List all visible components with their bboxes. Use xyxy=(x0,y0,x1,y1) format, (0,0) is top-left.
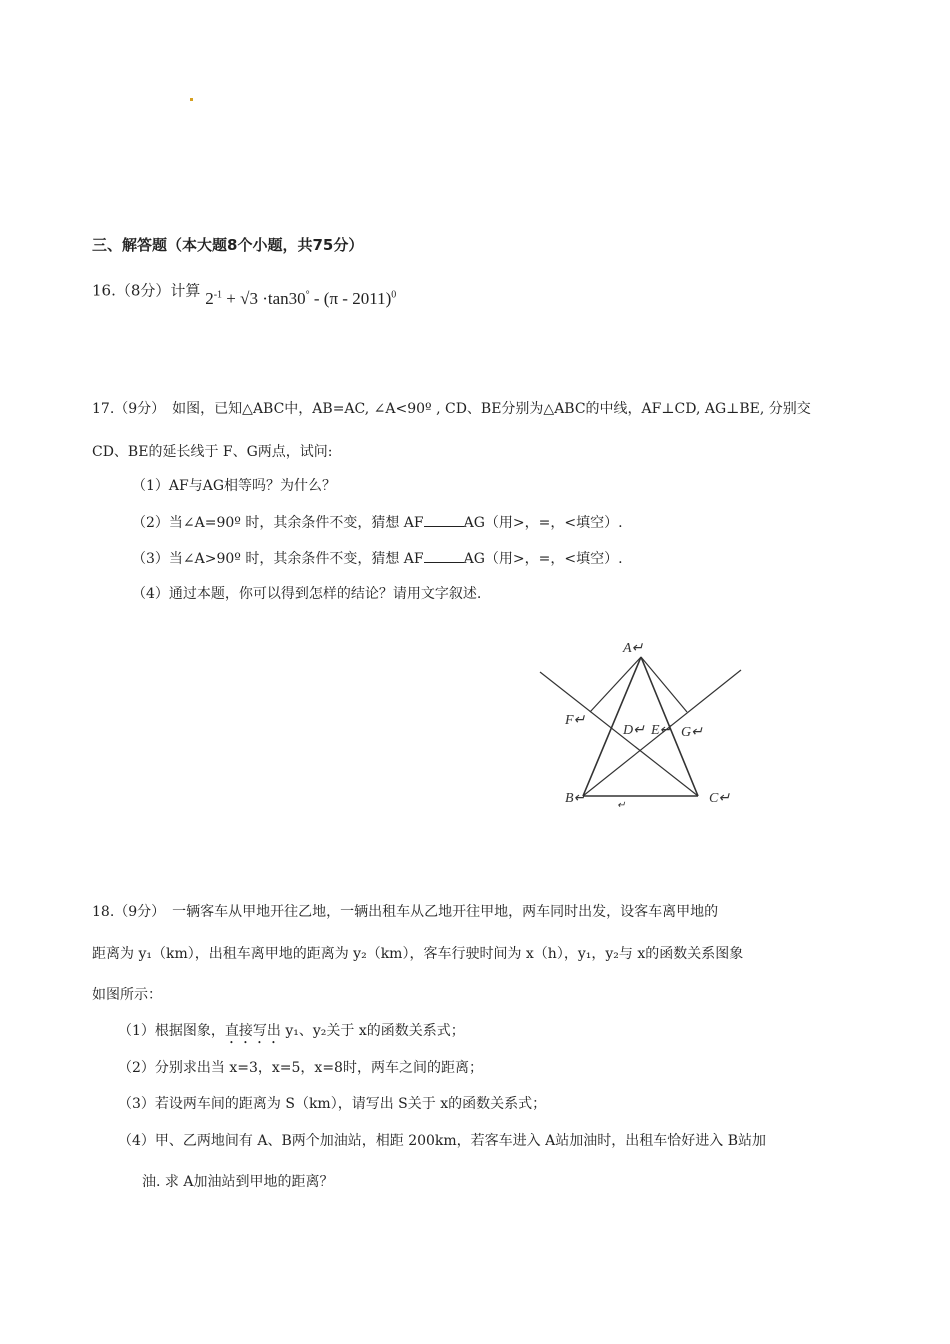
label-f: F↵ xyxy=(565,713,586,728)
q18-sub-1-b: y₁、y₂关于 x的函数关系式； xyxy=(280,1023,465,1039)
q18-line-2: 距离为 y₁（km），出租车离甲地的距离为 y₂（km），客车行驶时间为 x（h），y₁，y₂与 x的函数关系图象 xyxy=(92,946,744,962)
q17-sub-3 xyxy=(132,548,623,569)
label-b: B↵ xyxy=(565,791,586,806)
q18-sub-3: （3）若设两车间的距离为 S（km），请写出 S关于 x的函数关系式； xyxy=(118,1096,547,1112)
q17-sub-3-b: AG（用>，=，<填空）. xyxy=(463,551,623,567)
q17-line-2: CD、BE的延长线于 F、G两点，试问: xyxy=(92,444,333,460)
triangle-diagram xyxy=(535,630,765,820)
q17-line-1: 17.（9分） 如图，已知△ABC中，AB=AC, ∠A<90º , CD、BE分别为△ABC的中线，AF⊥CD, AG⊥BE, 分别交 xyxy=(92,401,811,417)
q16-prefix: 16.（8分）计算 xyxy=(92,281,201,300)
q17-sub-2-b: AG（用>，=，<填空）. xyxy=(463,515,623,531)
q16-expr-base: 2 xyxy=(205,288,214,308)
q16-expr-rest-1: + √3 ·tan30 xyxy=(222,288,306,308)
section-heading: 三、解答题（本大题8个小题，共75分） xyxy=(92,236,364,254)
q18-line-3: 如图所示： xyxy=(92,987,162,1003)
label-return: ↵ xyxy=(617,800,626,811)
line-cf xyxy=(540,672,698,796)
q17-sub-2-a: （2）当∠A=90º 时，其余条件不变，猜想 AF xyxy=(132,515,424,531)
label-c: C↵ xyxy=(709,791,731,806)
segment-ag xyxy=(641,657,687,712)
q17-sub-1: （1）AF与AG相等吗？为什么？ xyxy=(132,478,337,494)
q16-expr-exp2: 0 xyxy=(391,289,397,300)
q16-expr-rest-2: - (π - 2011) xyxy=(309,288,392,308)
triangle-figure xyxy=(535,630,765,820)
q17-sub-2 xyxy=(132,512,623,533)
q18-line-1: 18.（9分） 一辆客车从甲地开往乙地，一辆出租车从乙地开往甲地，两车同时出发，设客车离甲地的 xyxy=(92,904,719,920)
q17-sub-3-a: （3）当∠A>90º 时，其余条件不变，猜想 AF xyxy=(132,551,424,567)
stray-mark xyxy=(190,98,193,101)
q18-sub-1-emphasis: 直接写出 xyxy=(224,1023,281,1039)
label-g: G↵ xyxy=(681,725,703,740)
q16-expression xyxy=(205,289,396,308)
label-a: A↵ xyxy=(623,641,644,656)
question-16 xyxy=(92,277,397,308)
segment-af xyxy=(590,657,641,712)
answer-blank[interactable] xyxy=(424,548,464,563)
q18-sub-1 xyxy=(118,1021,465,1047)
q18-sub-4-line-1: （4）甲、乙两地间有 A、B两个加油站，相距 200km，若客车进入 A站加油时，出租车恰好进入 B站加 xyxy=(118,1133,766,1149)
label-e: E↵ xyxy=(651,723,672,738)
q18-sub-4-line-2: 油. 求 A加油站到甲地的距离？ xyxy=(142,1174,334,1190)
q17-sub-4: （4）通过本题，你可以得到怎样的结论？请用文字叙述. xyxy=(132,586,482,602)
q16-expr-exp: -1 xyxy=(213,289,223,300)
label-d: D↵ xyxy=(623,723,645,738)
q18-sub-1-a: （1）根据图象， xyxy=(118,1023,225,1039)
q16-expr-deg: ° xyxy=(305,289,310,300)
answer-blank[interactable] xyxy=(424,512,464,527)
q18-sub-2: （2）分别求出当 x=3，x=5，x=8时，两车之间的距离； xyxy=(118,1060,483,1076)
